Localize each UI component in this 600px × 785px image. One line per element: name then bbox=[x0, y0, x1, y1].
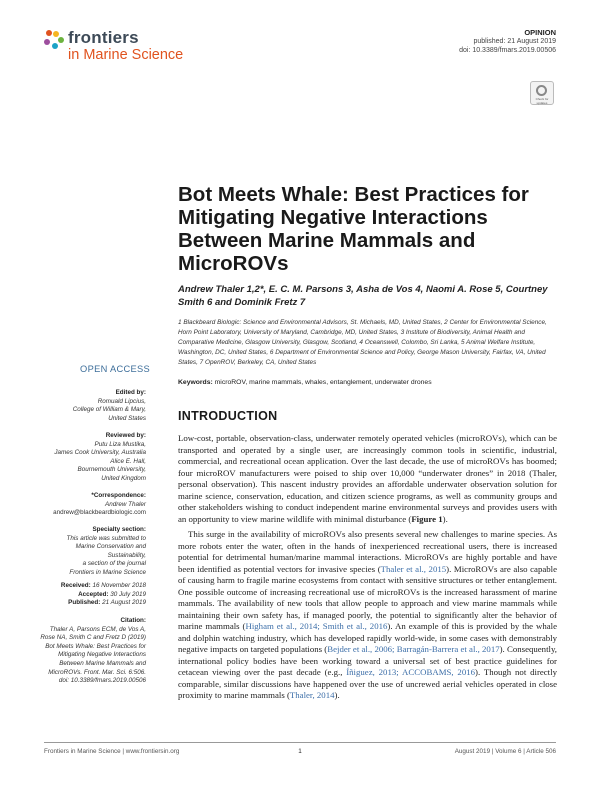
paragraph bbox=[178, 433, 557, 525]
brand-name: frontiers bbox=[68, 28, 139, 47]
affiliations: 1 Blackbeard Biologic: Science and Environmental Advisors, St. Michaels, MD, United States, 2 Center for Environmental Science, Horn Point Laboratory, University of Maryland, Cambridge, MD, United States, 3 Institute of Biodiversity, Animal Health and Comparative Medicine, Glasgow University, Glasgow, Scotland, 4 Oceanswell, Colombo, Sri Lanka, 5 Animal Welfare Institute, Washington, DC, United States, 6 Department of Environmental Science and Policy, George Mason University, Fairfax, VA, United States, 7 OpenROV, Berkeley, CA, United States bbox=[178, 319, 547, 366]
published-date-sidebar: 21 August 2019 bbox=[102, 599, 146, 607]
citation-label: Citation: bbox=[120, 617, 146, 624]
text-run: ). bbox=[334, 690, 340, 700]
correspondence-label: *Correspondence: bbox=[91, 492, 146, 499]
published-date: published: 21 August 2019 bbox=[473, 38, 556, 45]
reviewer-line: Putu Liza Mustika, bbox=[94, 440, 146, 448]
citation-line: Rose NA, Smith C and Fretz D (2019) bbox=[40, 634, 146, 642]
reviewed-by-label: Reviewed by: bbox=[105, 432, 146, 439]
specialty-line: Frontiers in Marine Science bbox=[69, 568, 146, 576]
keywords bbox=[178, 379, 558, 386]
accepted-label: Accepted: bbox=[78, 590, 109, 598]
doi[interactable]: doi: 10.3389/fmars.2019.00506 bbox=[459, 47, 556, 54]
accepted-date: 30 July 2019 bbox=[110, 590, 146, 598]
journal-name: in Marine Science bbox=[68, 47, 184, 63]
author-list: Andrew Thaler 1,2*, E. C. M. Parsons 3, Asha de Vos 4, Naomi A. Rose 5, Courtney Smith 6 and Dominik Fretz 7 bbox=[178, 284, 548, 308]
citation-link[interactable]: Íñiguez, 2013; ACCOBAMS, 2016 bbox=[346, 667, 476, 677]
citation-link[interactable]: Thaler, 2014 bbox=[289, 690, 335, 700]
text-run: ). bbox=[442, 513, 448, 524]
frontiers-logo-icon bbox=[44, 30, 66, 52]
editor-line: Romuald Lipcius, bbox=[97, 397, 146, 405]
text-run: ). An example of this is provided by the whale and dolphin watching industry, which has developed rapidly world-wide, in some cases with demonstrably negative impacts on targeted populations ( bbox=[178, 621, 557, 654]
citation-line: Between Marine Mammals and bbox=[59, 659, 146, 667]
page-number: 1 bbox=[298, 748, 302, 755]
citation-line: MicroROVs. Front. Mar. Sci. 6:506. bbox=[48, 668, 146, 676]
reviewer-line: Bournemouth University, bbox=[77, 466, 146, 474]
specialty-label: Specialty section: bbox=[92, 526, 146, 533]
edited-by-label: Edited by: bbox=[115, 389, 146, 396]
keywords-label: Keywords: bbox=[178, 379, 213, 386]
reviewer-line: Alice E. Hall, bbox=[110, 457, 146, 465]
published-label: Published: bbox=[68, 599, 101, 607]
dates bbox=[40, 582, 146, 608]
correspondence bbox=[40, 492, 146, 518]
citation-link[interactable]: Thaler et al., 2015 bbox=[380, 563, 447, 574]
text-run: Low-cost, portable, observation-class, underwater remotely operated vehicles (microROVs), which can be transported and operated by a single user, are increasingly common tools in scientific, industrial, commercial, and recreational ocean application. Over the last decade, the use of microROVs has boomed; four microROV manufacturers were poised to ship over 10,000 “underwater drones” in 2018 (Thaler, personal observation). This nascent industry provides an affordable underwater observation solution for marine science, conservation, education, and citizen science programs, as well as community groups and other stakeholders wishing to conduct independent marine environmental surveys and provides users with an opportunity to view marine wildlife with minimal disturbance ( bbox=[178, 433, 557, 524]
citation-link[interactable]: Higham et al., 2014; Smith et al., 2016 bbox=[245, 621, 388, 631]
editor-line: College of William & Mary, bbox=[72, 406, 146, 414]
correspondence-email[interactable]: andrew@blackbeardbiologic.com bbox=[53, 509, 146, 517]
keywords-text: microROV, marine mammals, whales, entanglement, underwater drones bbox=[214, 379, 432, 386]
specialty-line: This article was submitted to bbox=[66, 534, 146, 542]
reviewer-line: United Kingdom bbox=[101, 474, 146, 482]
paragraph bbox=[178, 529, 557, 702]
article-meta bbox=[459, 28, 556, 55]
citation-line: Bot Meets Whale: Best Practices for bbox=[45, 642, 146, 650]
check-for-updates-button[interactable] bbox=[530, 81, 554, 105]
specialty-section bbox=[40, 526, 146, 578]
page-footer bbox=[44, 742, 556, 755]
reviewed-by bbox=[40, 432, 146, 484]
citation-line[interactable]: doi: 10.3389/fmars.2019.00506 bbox=[58, 677, 146, 685]
correspondence-name: Andrew Thaler bbox=[105, 500, 146, 508]
text-run: This surge in the availability of microROVs also presents several new challenges to marine species. As more robots enter the water, often in the hands of inexperienced recreational users, there is increased potential for detrimental human/marine mammal interactions. MicroROVs are highly portable and have been identified as potential vectors for invasive species ( bbox=[178, 529, 557, 574]
text-run: ). Consequently, international policy bodies have been working toward a universal set of best practice guidelines for cetacean viewing over the past decade (e.g., bbox=[178, 644, 557, 677]
citation-line: Mitigating Negative Interactions bbox=[58, 651, 146, 659]
specialty-line: Marine Conservation and bbox=[75, 543, 146, 551]
figure-link[interactable]: Figure 1 bbox=[411, 513, 443, 524]
edited-by bbox=[40, 389, 146, 423]
footer-issue: August 2019 | Volume 6 | Article 506 bbox=[454, 748, 556, 755]
journal-logo bbox=[44, 28, 204, 78]
article-type: OPINION bbox=[524, 28, 556, 37]
received-label: Received: bbox=[60, 582, 91, 589]
check-updates-label: Check for updates bbox=[535, 97, 549, 105]
citation bbox=[40, 617, 146, 686]
text-run: ). MicroROVs are also capable of causing harm to fragile marine ecosystems from contact with sensitive structures or tether entanglement. One possible outcome of increasing recreational use of microROVs is the increased harassment of marine mammals. The availability of new tools that allow people to approach and view marine mammals while maintaining their own safety has, if managed poorly, the potential to significantly alter the behavior of marine mammals ( bbox=[178, 563, 558, 631]
section-heading: INTRODUCTION bbox=[178, 409, 278, 423]
check-updates-icon bbox=[536, 85, 547, 96]
citation-line: Thaler A, Parsons ECM, de Vos A, bbox=[49, 625, 146, 633]
specialty-line: a section of the journal bbox=[82, 560, 146, 568]
specialty-line: Sustainability, bbox=[107, 551, 146, 559]
received-date: 16 November 2018 bbox=[92, 582, 146, 589]
editor-line: United States bbox=[108, 414, 146, 422]
open-access-badge: OPEN ACCESS bbox=[80, 364, 150, 374]
text-run: ). Though not directly comparable, similar discussions have happened over the use of uncrewed aerial vehicles operated in close proximity to marine mammals ( bbox=[178, 667, 557, 700]
footer-journal[interactable]: Frontiers in Marine Science | www.frontiersin.org bbox=[44, 748, 180, 755]
reviewer-line: James Cook University, Australia bbox=[54, 449, 146, 457]
citation-link[interactable]: Bejder et al., 2006; Barragán-Barrera et al., 2017 bbox=[327, 644, 500, 654]
article-body bbox=[178, 433, 557, 702]
article-title: Bot Meets Whale: Best Practices for Mitigating Negative Interactions Between Marine Mammals and MicroROVs bbox=[178, 183, 529, 275]
